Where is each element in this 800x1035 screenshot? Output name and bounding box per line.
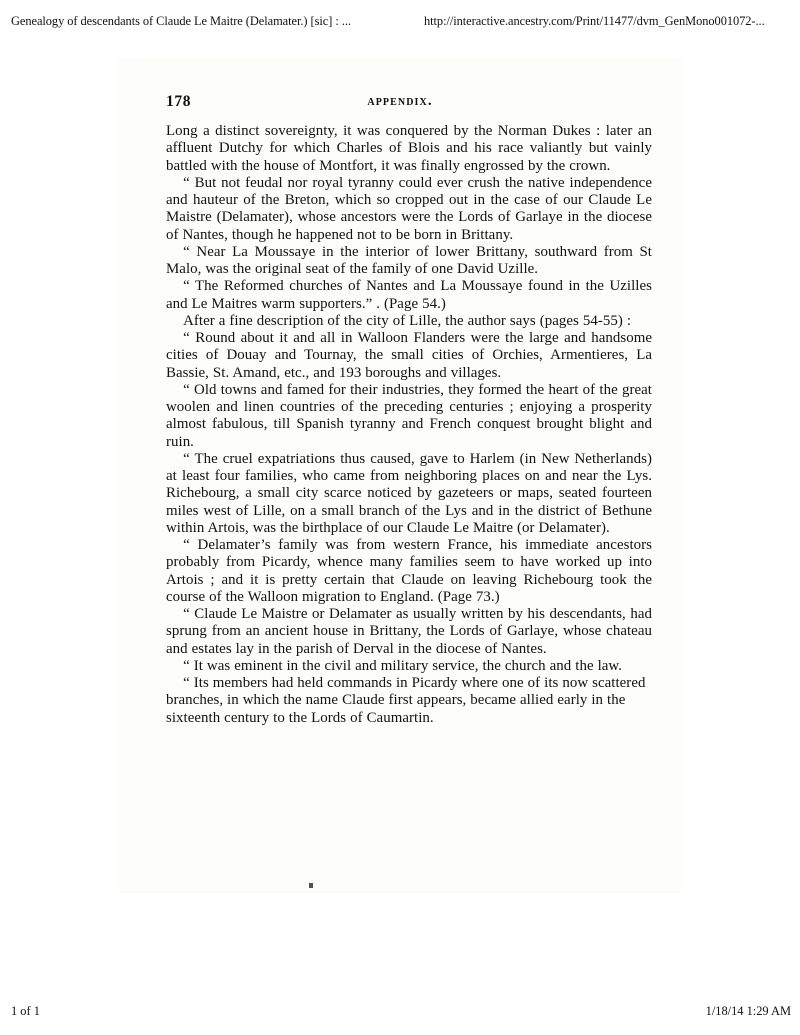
p-feudal-tyranny: “ But not feudal nor royal tyranny could ever crush the native independence and hauteur of the Breton, which so cropped out in the case of our Claude Le Maistre (Delamater), whose ancestors were the Lords of Garlaye in the diocese of Nantes, though he happened not to be born in Brittany.	[166, 174, 652, 243]
scanned-page-image	[117, 57, 683, 893]
running-head	[117, 93, 683, 113]
p-la-moussaye: “ Near La Moussaye in the interior of lower Brittany, southward from St Malo, was the original seat of the family of one David Uzille.	[166, 243, 652, 277]
print-timestamp: 1/18/14 1:29 AM	[705, 1004, 791, 1018]
scan-artifact-speck	[309, 883, 313, 888]
p-reformed-churches: “ The Reformed churches of Nantes and La Moussaye found in the Uzilles and Le Maitres warm supporters.” . (Page 54.)	[166, 278, 652, 312]
page-folio-number: 178	[166, 93, 192, 110]
p-lille-description: After a fine description of the city of Lille, the author says (pages 54-55) :	[183, 312, 632, 329]
page-body-text	[166, 123, 652, 727]
source-url: http://interactive.ancestry.com/Print/11477/dvm_GenMono001072-...	[424, 14, 765, 28]
scan-edge-rule	[117, 892, 683, 893]
p-delamater-family: “ Delamater’s family was from western France, his immediate ancestors probably from Picardy, whence many families seem to have worked up into Artois ; and it is pretty certain that Claude on leaving Richebourg took the course of the Walloon migration to England. (Page 73.)	[166, 537, 652, 605]
browser-print-header	[0, 14, 800, 34]
p-expatriations: “ The cruel expatriations thus caused, gave to Harlem (in New Netherlands) at least four families, who came from neighboring places on and near the Lys. Richebourg, a small city scarce noticed by gazeteers or maps, seated fourteen miles west of Lille, on a small branch of the Lys and in the district of Bethune within Artois, was the birthplace of our Claude Le Maitre (or Delamater).	[166, 450, 652, 536]
browser-print-footer	[0, 1004, 800, 1022]
document-title: Genealogy of descendants of Claude Le Maitre (Delamater.) [sic] : ...	[11, 14, 351, 28]
page-count-indicator: 1 of 1	[11, 1004, 40, 1018]
p-norman-dukes: Long a distinct sovereignty, it was conquered by the Norman Dukes : later an affluent Dutchy for which Charles of Blois and his race valiantly but vainly battled with the house of Montfort, it was finally engrossed by the crown.	[166, 123, 652, 174]
section-heading-appendix: appendix.	[367, 93, 433, 109]
p-civil-military: “ It was eminent in the civil and military service, the church and the law.	[183, 657, 623, 674]
p-old-towns: “ Old towns and famed for their industries, they formed the heart of the great woolen and linen countries of the preceding centuries ; enjoying a prosperity almost fabulous, till Spanish tyranny and French conquest brought blight and ruin.	[166, 381, 652, 450]
p-ancient-house: “ Claude Le Maistre or Delamater as usually written by his descendants, had sprung from an ancient house in Brittany, the Lords of Garlaye, whose chateau and estates lay in the parish of Derval in the diocese of Nantes.	[166, 606, 652, 657]
p-walloon-flanders: “ Round about it and all in Walloon Flanders were the large and handsome cities of Douay and Tournay, the small cities of Orchies, Armentieres, La Bassie, St. Amand, etc., and 193 boroughs and villages.	[166, 330, 652, 381]
p-picardy-commands: “ Its members had held commands in Picardy where one of its now scattered branches, in which the name Claude first appears, became allied early in the sixteenth century to the Lords of Caumartin.	[166, 675, 646, 726]
